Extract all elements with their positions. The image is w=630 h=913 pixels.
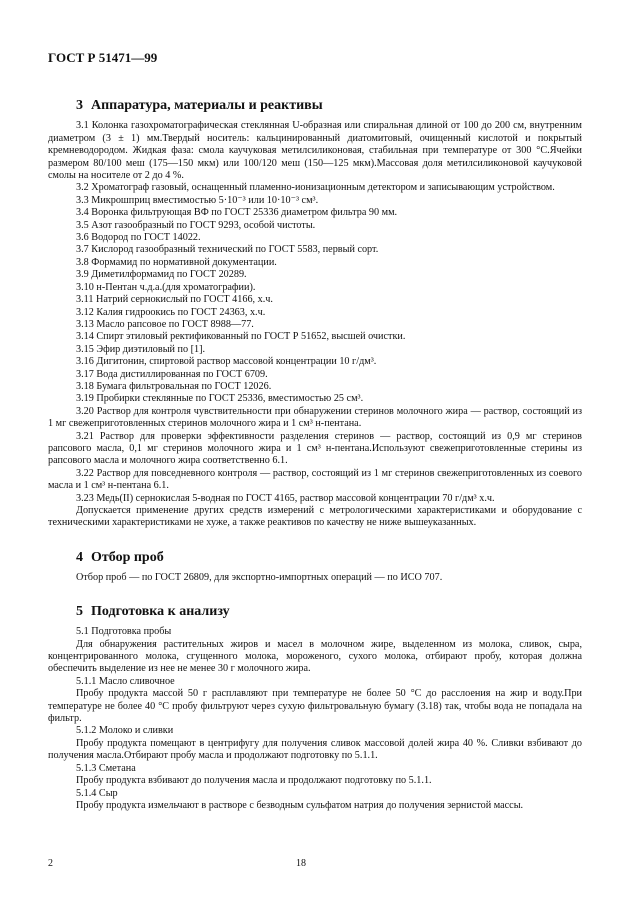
paragraph: 3.8 Формамид по нормативной документации. xyxy=(76,256,277,268)
paragraph: 3.14 Спирт этиловый ректификованный по ГОСТ Р 51652, высшей очистки. xyxy=(76,331,406,343)
paragraph: 3.11 Натрий сернокислый по ГОСТ 4166, х.ч. xyxy=(76,294,273,306)
paragraph: Пробу продукта измельчают в растворе с безводным сульфатом натрия до получения зернистой массы. xyxy=(76,799,524,811)
paragraph: 3.18 Бумага фильтровальная по ГОСТ 12026. xyxy=(76,380,272,392)
paragraph: 3.15 Эфир диэтиловый по [1]. xyxy=(76,343,206,355)
paragraph: 3.21 Раствор для проверки эффективности разделения стеринов — раствор, состоящий из 0,9 мг стеринов рапсового масла, 0,1 мг стеринов молочного жира и 1 см³ н-пентана.Используют свежеприготовленные стерины из рапсового масла и молочного жира соответственно 6.1. xyxy=(48,430,582,467)
paragraph: 3.5 Азот газообразный по ГОСТ 9293, особой чистоты. xyxy=(76,219,316,231)
section-3-title: Аппаратура, материалы и реактивы xyxy=(91,98,323,114)
paragraph: 3.12 Калия гидроокись по ГОСТ 24363, х.ч. xyxy=(76,306,266,318)
document-page xyxy=(48,52,582,812)
paragraph: 3.7 Кислород газообразный технический по ГОСТ 5583, первый сорт. xyxy=(76,244,379,256)
paragraph: 3.4 Воронка фильтрующая ВФ по ГОСТ 25336 диаметром фильтра 90 мм. xyxy=(76,207,398,219)
page-number-left: 2 xyxy=(48,858,53,869)
paragraph: 5.1.4 Сыр xyxy=(76,787,118,799)
section-4-number: 4 xyxy=(76,549,83,565)
section-4-heading xyxy=(76,550,582,566)
paragraph: 3.6 Водород по ГОСТ 14022. xyxy=(76,232,201,244)
paragraph: Пробу продукта массой 50 г расплавляют при температуре не более 50 °С до расслоения на жир и воду.При температуре не более 40 °С пробу фильтруют через сухую фильтровальную бумагу (3.18) так, чтобы вода не попадала на фильтр. xyxy=(48,688,582,725)
paragraph: 3.3 Микрошприц вместимостью 5·10⁻³ или 10·10⁻³ см³. xyxy=(76,194,319,206)
document-header: ГОСТ Р 51471—99 xyxy=(48,50,158,65)
paragraph: 5.1.2 Молоко и сливки xyxy=(76,725,174,737)
paragraph: Допускается применение других средств измерений с метрологическими характеристиками и оборудование с техническими характеристиками не хуже, а также реактивов по качеству не ниже вышеуказанных. xyxy=(48,505,582,529)
paragraph: 3.10 н-Пентан ч.д.а.(для хроматографии). xyxy=(76,281,256,293)
paragraph: 3.23 Медь(II) сернокислая 5-водная по ГОСТ 4165, раствор массовой концентрации 70 г/дм³ х.ч. xyxy=(76,492,495,504)
paragraph: 5.1.1 Масло сливочное xyxy=(76,675,175,687)
paragraph: 3.22 Раствор для повседневного контроля — раствор, состоящий из 1 мг стеринов свежеприготовленных из соевого масла и 1 см³ н-пентана 6.1. xyxy=(48,467,582,492)
paragraph: 3.20 Раствор для контроля чувствительности при обнаружении стеринов молочного жира — раствор, состоящий из 1 мг свежеприготовленных стеринов молочного жира и 1 см³ н-пентана. xyxy=(48,405,582,430)
section-5-heading xyxy=(76,604,582,620)
paragraph: 3.2 Хроматограф газовый, оснащенный пламенно-ионизационным детектором и записывающим устройством. xyxy=(76,182,555,194)
paragraph: 5.1 Подготовка пробы xyxy=(76,626,172,638)
section-5-title: Подготовка к анализу xyxy=(91,604,230,620)
section-3-body xyxy=(48,120,582,529)
paragraph: 3.9 Диметилформамид по ГОСТ 20289. xyxy=(76,269,247,281)
paragraph: 3.19 Пробирки стеклянные по ГОСТ 25336, вместимостью 25 см³. xyxy=(76,393,364,405)
section-5-body xyxy=(48,626,582,812)
section-4-title: Отбор проб xyxy=(91,549,164,565)
section-3-number: 3 xyxy=(76,98,83,114)
paragraph: Для обнаружения растительных жиров и масел в молочном жире, выделенном из молока, сливок, сыра, концентрированного молока, сгущенного молока, мороженого, сухого молока, отбирают пробу, которая должна обеспечить выделение из нее не менее 30 г молочного жира. xyxy=(48,638,582,675)
paragraph: Пробу продукта помещают в центрифугу для получения сливок массовой долей жира 40 %. Сливки взбивают до получения масла.Отбирают пробу масла и продолжают подготовку по 5.1.1. xyxy=(48,737,582,762)
paragraph: Пробу продукта взбивают до получения масла и продолжают подготовку по 5.1.1. xyxy=(76,775,432,787)
page-number-center: 18 xyxy=(296,858,306,869)
section-4-text: Отбор проб — по ГОСТ 26809, для экспортно-импортных операций — по ИСО 707. xyxy=(76,571,443,583)
paragraph: 3.1 Колонка газохроматографическая стеклянная U-образная или спиральная длиной от 100 до 200 см, внутренним диаметром (3 ± 1) мм.Твердый носитель: кальцинированный диатомитовый, очищенный кислотой и покрытый кремневодородом. Жидкая фаза: смола каучуковая метилсиликоновая, стабильная при температуре от 300 °С.Ячейки размером 80/100 меш (175—150 мкм) или 100/120 меш (150—125 мкм).Массовая доля метилсиликоновой каучуковой смолы на носителе от 2 до 4 %. xyxy=(48,120,582,182)
paragraph: 5.1.3 Сметана xyxy=(76,762,136,774)
paragraph: 3.13 Масло рапсовое по ГОСТ 8988—77. xyxy=(76,318,254,330)
paragraph: 3.16 Дигитонин, спиртовой раствор массовой концентрации 10 г/дм³. xyxy=(76,356,377,368)
section-5-number: 5 xyxy=(76,604,83,620)
section-3-heading xyxy=(76,98,582,114)
paragraph: 3.17 Вода дистиллированная по ГОСТ 6709. xyxy=(76,368,268,380)
